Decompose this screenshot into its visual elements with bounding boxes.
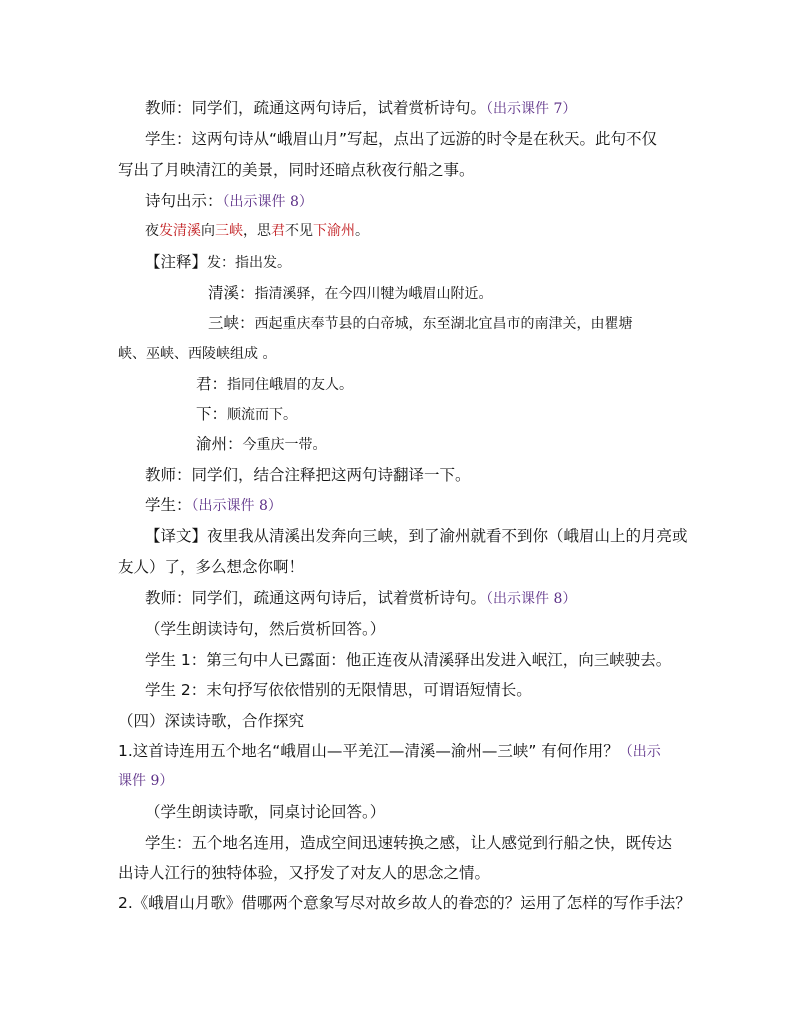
line-text: 出诗人江行的独特体验，又抒发了对友人的思念之情。 [118,864,491,882]
poem-display-line [145,191,313,212]
activity-note-2 [145,802,385,822]
line-text: 诗句出示： [145,192,223,210]
verse-highlight: 君 [271,223,285,239]
courseware-cue: （出示 [618,744,661,760]
annotation-text: 峡、巫峡、西陵峡组成 。 [118,346,277,362]
courseware-cue: （出示课件 8） [191,498,282,514]
annotation-text: 发：指出发。 [207,255,292,271]
student-1-line [145,650,671,670]
verse-text: 向 [201,223,215,239]
verse-highlight: 三峡 [215,223,243,239]
teacher-line-1 [145,98,576,119]
section-heading [118,711,304,731]
question-1-cue-cont [118,771,173,791]
courseware-cue: （出示课件 8） [486,591,577,607]
verse-text: 。 [355,223,369,239]
student-line-3-cont [118,863,490,883]
verse-text: 不见 [285,223,313,239]
line-text: 学生 1：第三句中人已露面：他正连夜从清溪驿出发进入岷江，向三峡驶去。 [145,651,672,669]
verse-text: 夜 [145,223,159,239]
line-text: 学生：这两句诗从“峨眉山月”写起，点出了远游的时令是在秋天。此句不仅 [145,130,658,148]
annotation-term: 君： [196,375,228,393]
line-text: 友人）了，多么想念你啊！ [118,558,305,576]
annotation-text: 今重庆一带。 [242,437,327,453]
line-text: 2.《峨眉山月歌》借哪两个意象写尽对故乡故人的眷恋的？运用了怎样的写作手法？ [118,894,691,912]
annotation-xia [196,404,297,425]
verse-highlight: 下渝州 [313,223,355,239]
annotation-sanxia [208,313,633,334]
annotation-term: 三峡： [208,314,255,332]
annotation-term: 清溪： [208,284,255,302]
line-text: 教师：同学们，疏通这两句诗后，试着赏析诗句。 [145,589,487,607]
student-2-line [145,680,532,700]
annotation-label: 【注释】 [145,253,208,271]
line-text: 学生： [145,496,192,514]
student-line-1-cont [118,160,475,180]
annotation-sanxia-cont [118,344,276,364]
line-text: 学生 2：末句抒写依依惜别的无限情思，可谓语短情长。 [145,681,532,699]
student-line-2 [145,495,282,516]
verse-highlight: 发清溪 [159,223,201,239]
annotation-yuzhou [196,434,327,455]
line-text: （学生朗读诗歌，同桌讨论回答。） [145,803,386,821]
poem-verse [145,221,369,241]
annotation-text: 指同住峨眉的友人。 [227,377,354,393]
translation-line-cont [118,557,304,577]
courseware-cue: 课件 9） [118,773,174,789]
annotation-text: 顺流而下。 [227,407,298,423]
line-text: 【译文】夜里我从清溪出发奔向三峡，到了渝州就看不到你（峨眉山上的月亮或 [145,527,688,545]
annotation-jun [196,374,353,395]
annotation-text: 西起重庆奉节县的白帝城，东至湖北宜昌市的南津关，由瞿塘 [254,316,633,332]
question-2 [118,893,691,913]
student-line-1 [145,129,657,149]
courseware-cue: （出示课件 7） [486,101,577,117]
line-text: （学生朗读诗句，然后赏析回答。） [145,620,386,638]
courseware-cue: （出示课件 8） [222,194,313,210]
teacher-line-2 [145,465,471,485]
student-line-3 [145,833,672,853]
teacher-line-3 [145,588,576,609]
line-text: 学生：五个地名连用，造成空间迅速转换之感，让人感觉到行船之快，既传达 [145,834,673,852]
annotation-text: 指清溪驿，在今四川犍为峨眉山附近。 [254,286,493,302]
line-text: （四）深读诗歌，合作探究 [118,712,305,730]
line-text: 写出了月映清江的美景，同时还暗点秋夜行船之事。 [118,161,475,179]
line-text: 教师：同学们，结合注释把这两句诗翻译一下。 [145,466,471,484]
activity-note [145,619,385,639]
line-text: 教师：同学们，疏通这两句诗后，试着赏析诗句。 [145,99,487,117]
question-1 [118,741,661,762]
annotation-term: 下： [196,405,228,423]
annotation-term: 渝州： [196,435,243,453]
line-text: 1.这首诗连用五个地名“峨眉山—平羌江—清溪—渝州—三峡” 有何作用？ [118,742,619,760]
verse-text: ，思 [243,223,271,239]
annotation-heading [145,252,291,273]
translation-line [145,526,688,546]
annotation-qingxi [208,283,493,304]
